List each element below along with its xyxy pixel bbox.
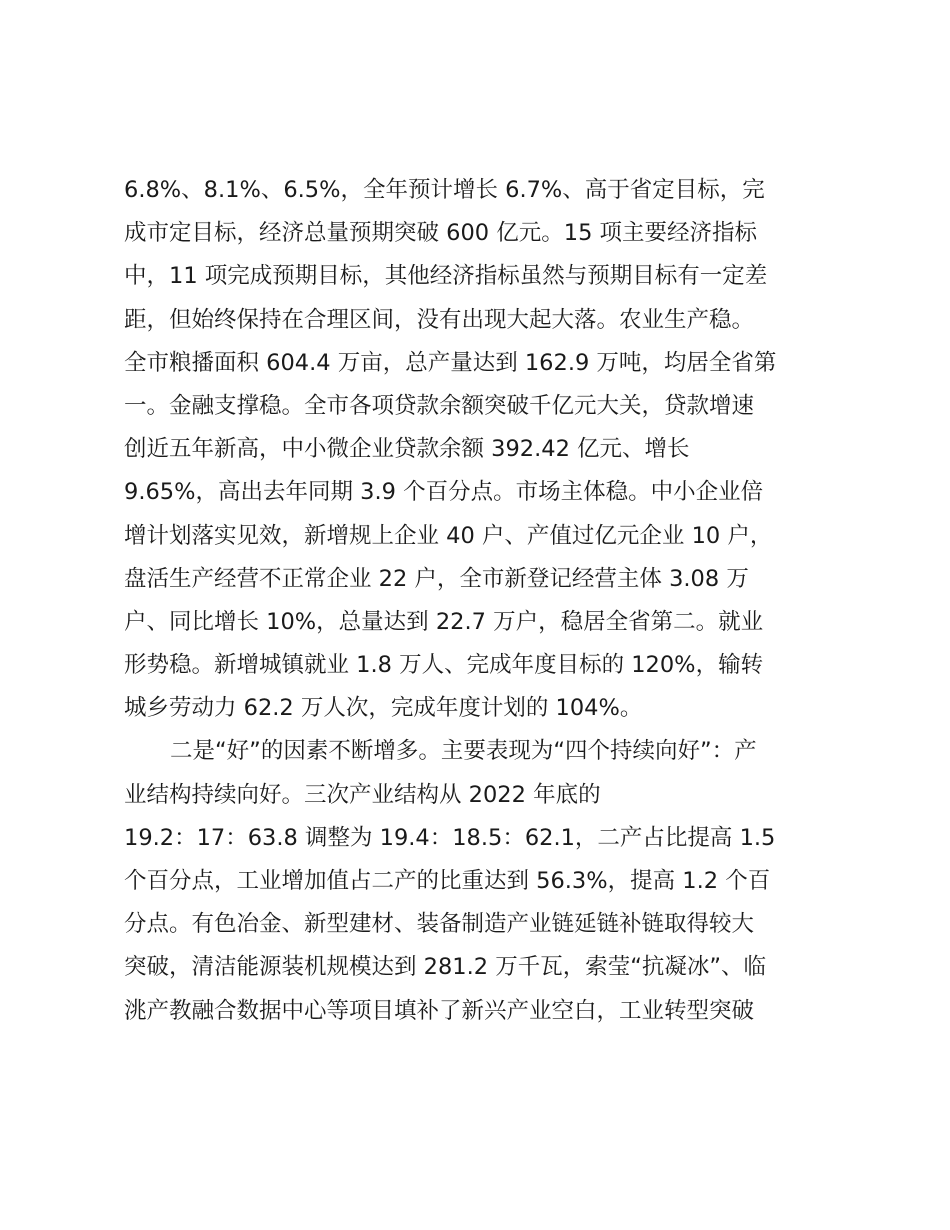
text-line: 户、同比增长 10%，总量达到 22.7 万户，稳居全省第二。就业 — [124, 608, 764, 635]
paragraph-start-line: 二是“好”的因素不断增多。主要表现为“四个持续向好”：产 — [170, 738, 757, 765]
text-line: 分点。有色冶金、新型建材、装备制造产业链延链补链取得较大 — [124, 911, 755, 938]
text-line: 成市定目标，经济总量预期突破 600 亿元。15 项主要经济指标 — [124, 220, 758, 247]
text-line: 洮产教融合数据中心等项目填补了新兴产业空白，工业转型突破 — [124, 997, 755, 1024]
text-line: 创近五年新高，中小微企业贷款余额 392.42 亿元、增长 — [124, 436, 690, 463]
text-line: 增计划落实见效，新增规上企业 40 户、产值过亿元企业 10 户， — [124, 522, 773, 549]
text-line: 城乡劳动力 62.2 万人次，完成年度计划的 104%。 — [124, 695, 643, 722]
text-line: 全市粮播面积 604.4 万亩，总产量达到 162.9 万吨，均居全省第 — [124, 349, 777, 376]
text-line: 突破，清洁能源装机规模达到 281.2 万千瓦，索莹“抗凝冰”、临 — [124, 954, 767, 981]
text-line: 一。金融支撑稳。全市各项贷款余额突破千亿元大关，贷款增速 — [124, 392, 755, 419]
text-line: 个百分点，工业增加值占二产的比重达到 56.3%，提高 1.2 个百 — [124, 868, 771, 894]
text-line: 距，但始终保持在合理区间，没有出现大起大落。农业生产稳。 — [124, 306, 755, 333]
text-line: 盘活生产经营不正常企业 22 户，全市新登记经营主体 3.08 万 — [124, 565, 749, 592]
text-line: 19.2：17：63.8 调整为 19.4：18.5：62.1，二产占比提高 1.5 — [124, 824, 776, 851]
text-line: 业结构持续向好。三次产业结构从 2022 年底的 — [124, 781, 601, 808]
text-line: 形势稳。新增城镇就业 1.8 万人、完成年度目标的 120%，输转 — [124, 652, 764, 679]
text-line: 9.65%，高出去年同期 3.9 个百分点。市场主体稳。中小企业倍 — [124, 479, 764, 506]
text-line: 6.8%、8.1%、6.5%，全年预计增长 6.7%、高于省定目标，完 — [124, 177, 765, 203]
body-text — [124, 169, 834, 1033]
text-line: 中，11 项完成预期目标，其他经济指标虽然与预期目标有一定差 — [124, 263, 768, 290]
